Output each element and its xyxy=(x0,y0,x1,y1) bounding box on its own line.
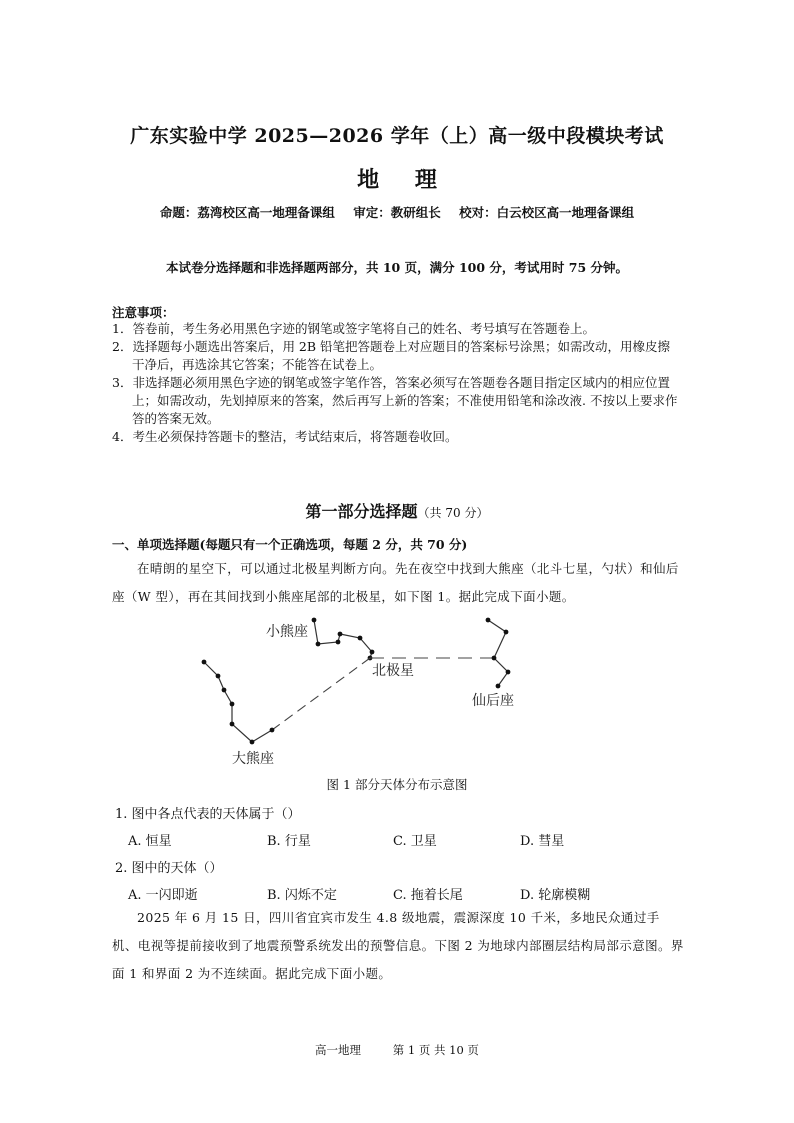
notice-item: 3．非选择题必须用黑色字迹的钢笔或签字笔作答，答案必须写在答题卷各题目指定区域内的相应位置上；如需改动，先划掉原来的答案，然后再写上新的答案；不准使用铅笔和涂改液. 不按以上要求作答的答案无效。 xyxy=(112,375,678,426)
option-c: C. 卫星 xyxy=(393,834,437,849)
notice-list xyxy=(112,320,682,446)
passage-2: 2025 年 6 月 15 日，四川省宜宾市发生 4.8 级地震，震源深度 10 千米，多地民众通过手机、电视等提前接收到了地震预警系统发出的预警信息。下图 2 为地球内部圈层结构局部示意图。界面 1 和界面 2 为不连续面。据此完成下面小题。 xyxy=(112,910,684,981)
page-footer xyxy=(0,1042,794,1058)
footer-subject: 高一地理 xyxy=(315,1043,362,1057)
section-title: 第一部分选择题 xyxy=(305,502,418,521)
star xyxy=(486,618,491,623)
star xyxy=(492,656,497,661)
star xyxy=(336,640,341,645)
part-title: 一、单项选择题(每题只有一个正确选项，每题 2 分，共 70 分) xyxy=(112,537,468,552)
exam-summary: 本试卷分选择题和非选择题两部分，共 10 页，满分 100 分，考试用时 75 分钟。 xyxy=(166,260,628,275)
ursa-minor-lines xyxy=(314,620,372,652)
star xyxy=(504,630,509,635)
author-setter: 命题：荔湾校区高一地理备课组 xyxy=(159,205,335,220)
figure-caption: 图 1 部分天体分布示意图 xyxy=(326,777,468,792)
option-b: B. 行星 xyxy=(267,834,311,849)
label-ursa-major: 大熊座 xyxy=(232,751,274,767)
option-d: D. 轮廓模糊 xyxy=(520,888,591,903)
option-d: D. 彗星 xyxy=(520,834,565,849)
star xyxy=(312,618,317,623)
notice-item: 1．答卷前，考生务必用黑色字迹的钢笔或签字笔将自己的姓名、考号填写在答题卷上。 xyxy=(112,321,595,336)
polaris-ursa-major-guide xyxy=(272,658,370,730)
subject-title: 地 理 xyxy=(357,167,451,193)
star xyxy=(270,728,275,733)
option-a: A. 一闪即逝 xyxy=(128,888,198,903)
star xyxy=(222,688,227,693)
author-proofreader: 校对：白云校区高一地理备课组 xyxy=(459,205,635,220)
star xyxy=(358,636,363,641)
star xyxy=(230,722,235,727)
option-c: C. 拖着长尾 xyxy=(393,888,463,903)
star xyxy=(496,684,501,689)
option-a: A. 恒星 xyxy=(128,834,172,849)
question-stem: 1. 图中各点代表的天体属于（） xyxy=(115,807,301,822)
section-note: （共 70 分） xyxy=(417,506,489,520)
notice-title: 注意事项： xyxy=(112,305,175,320)
footer-page: 第 1 页 共 10 页 xyxy=(392,1043,479,1057)
ursa-major-lines xyxy=(204,662,272,742)
passage-1: 在晴朗的星空下，可以通过北极星判断方向。先在夜空中找到大熊座（北斗七星，勺状）和仙后座（W 型），再在其间找到小熊座尾部的北极星，如下图 1。据此完成下面小题。 xyxy=(112,561,679,604)
star xyxy=(216,674,221,679)
notice-item: 2．选择题每小题选出答案后，用 2B 铅笔把答题卷上对应题目的答案标号涂黑；如需改动，用橡皮擦干净后，再选涂其它答案；不能答在试卷上。 xyxy=(112,339,671,372)
notice-item: 4．考生必须保持答题卡的整洁，考试结束后，将答题卷收回。 xyxy=(112,429,458,444)
star xyxy=(506,670,511,675)
star xyxy=(250,740,255,745)
label-cassiopeia: 仙后座 xyxy=(472,693,514,709)
exam-title: 广东实验中学 2025—2026 学年（上）高一级中段模块考试 xyxy=(130,125,664,147)
question-stem: 2. 图中的天体（） xyxy=(115,861,223,876)
star xyxy=(338,632,343,637)
star xyxy=(316,642,321,647)
label-ursa-minor: 小熊座 xyxy=(266,624,308,640)
star xyxy=(230,702,235,707)
author-reviewer: 审定：教研组长 xyxy=(353,205,441,220)
author-line xyxy=(0,203,794,221)
section-heading xyxy=(0,499,794,522)
star xyxy=(202,660,207,665)
figure-constellations xyxy=(190,612,530,772)
option-b: B. 闪烁不定 xyxy=(267,888,337,903)
label-polaris: 北极星 xyxy=(372,663,414,679)
star xyxy=(370,650,375,655)
